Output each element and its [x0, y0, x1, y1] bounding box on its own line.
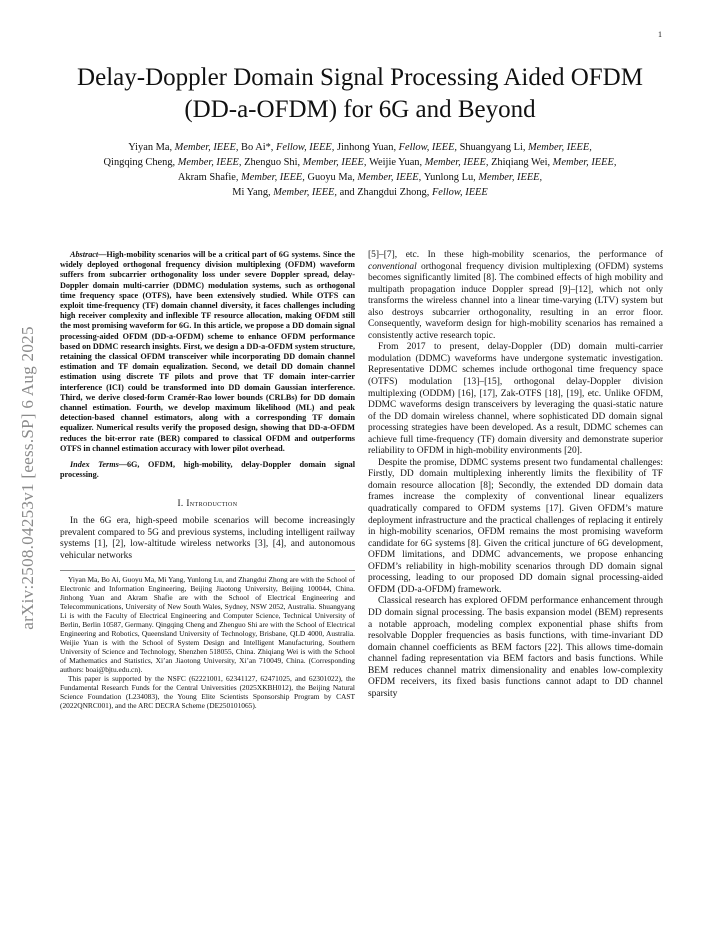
body-text: [5]–[7], etc. In these high-mobility scenarios, the performance of [368, 250, 663, 260]
abstract-lead: Abstract [70, 250, 99, 259]
body-paragraph-1 [368, 250, 663, 342]
arxiv-watermark [16, 258, 40, 698]
intro-paragraph: In the 6G era, high-speed mobile scenarios will become increasingly prevalent compared to 5G and previous systems, including intelligent railway systems [1], [2], low-altitude wireless networks [3], [4], and autonomous vehicular networks [60, 516, 355, 561]
author-affiliation: Member, IEEE, [552, 157, 617, 168]
paper-title: Delay-Doppler Domain Signal Processing Aided OFDM (DD-a-OFDM) for 6G and Beyond [77, 64, 643, 123]
author-affiliation: Member, IEEE, [357, 172, 424, 183]
author-affiliation: Member, IEEE, [177, 157, 245, 168]
author-name: Guoyu Ma, [307, 172, 358, 183]
author-name: and Zhangdui Zhong, [339, 187, 432, 198]
body-paragraph-3: Despite the promise, DDMC systems present two fundamental challenges: Firstly, DD domain multiplexing inherently limits the flexibility of TF domain resource allocation [8]; Secondly, the extended DD domain data frames increase the complexity of conventional linear equalizers quadratically compared to OFDM systems [17]. Given OFDM’s mature deployment infrastructure and the practical challenges of replacing it entirely in high-mobility scenarios, OFDM remains the most promising waveform candidate for 6G systems [8]. Given the critical juncture of 6G development, OFDM limitations, and DDMC advancements, we propose enhancing OFDM’s reliability in high-mobility scenarios through DD domain signal processing, leading to our proposed DD domain signal processing-aided OFDM (DD-a-OFDM) framework. [368, 457, 663, 595]
author-affiliation: Member, IEEE, [241, 172, 308, 183]
author-name: Shuangyang Li, [459, 142, 529, 153]
author-affiliation: Member, IEEE, [528, 142, 592, 153]
section-heading: I. Introduction [177, 498, 238, 509]
author-name: Yiyan Ma, [128, 142, 175, 153]
author-affiliation: Member, IEEE, [424, 157, 492, 168]
author-affiliation: Member, IEEE, [273, 187, 340, 198]
footnote-divider [60, 570, 355, 571]
body-paragraph-4: Classical research has explored OFDM performance enhancement through DD domain signal processing. The basis expansion model (BEM) represents a notable approach, modeling complex exponential phase shifts from resolvable Doppler frequencies as basis functions, with time-invariant DD domain channel coefficients as BEM factors [22]. This allows time-domain channel fading representation via BEM factors and basis functions. While BEM reduces channel matrix dimensionality and enables low-complexity OFDM receivers, its fixed basis functions cannot adapt to DD channel sparsity [368, 596, 663, 699]
author-affiliation: Fellow, IEEE, [398, 142, 460, 153]
page-number: 1 [658, 30, 662, 39]
author-name: Zhiqiang Wei, [491, 157, 553, 168]
author-name: Akram Shafie, [177, 172, 242, 183]
author-affiliation: Fellow, IEEE [431, 187, 488, 198]
right-column [368, 250, 663, 700]
body-text: orthogonal frequency division multiplexing (OFDM) systems becomes significantly limited [8]. The combined effects of high mobility and multipath propagation induce Doppler spread [9]–[12], which not only transforms the wireless channel into a linear time-varying (LTV) system but also destroys subcarrier orthogonality, resulting in an error floor. Consequently, waveform design for high-mobility scenarios has remained a consistently active research topic. [368, 261, 663, 341]
left-column [60, 250, 355, 710]
author-name: Mi Yang, [232, 187, 274, 198]
author-name: Zhenguo Shi, [244, 157, 303, 168]
author-affiliation: Member, IEEE, [302, 157, 370, 168]
emphasis-text: conventional [368, 261, 417, 272]
author-name: Yunlong Lu, [423, 172, 479, 183]
author-affiliation: Member, IEEE, [478, 172, 543, 183]
index-terms [60, 460, 355, 480]
index-terms-text: —6G, OFDM, high-mobility, delay-Doppler domain signal processing. [60, 460, 355, 480]
author-list [60, 140, 660, 200]
author-name: Bo Ai*, [241, 142, 276, 153]
author-name: Jinhong Yuan, [336, 142, 399, 153]
author-affiliation: Fellow, IEEE, [275, 142, 337, 153]
abstract [60, 250, 355, 454]
author-affiliation: Member, IEEE, [174, 142, 242, 153]
arxiv-id: arXiv:2508.04253v1 [eess.SP] 6 Aug 2025 [18, 326, 37, 630]
index-terms-lead: Index Terms [70, 460, 119, 470]
footnote-affiliations: Yiyan Ma, Bo Ai, Guoyu Ma, Mi Yang, Yunlong Lu, and Zhangdui Zhong are with the School of Electronic and Information Engineering, Beijing Jiaotong University, Beijing 100044, China. Jinhong Yuan and Akram Shafie are with the School of Electrical Engineering and Telecommunications, University of New South Wales, Sydney, NSW 2052, Australia. Shuangyang Li is with the Faculty of Electrical Engineering and Computer Science, Technical University of Berlin, Berlin 10587, Germany. Qingqing Cheng and Zhenguo Shi are with the School of Electrical Engineering and Robotics, Queensland University of Technology, Brisbane, QLD 4000, Australia. Weijie Yuan is with the School of System Design and Intelligent Manufacturing, Southern University of Science and Technology, Shenzhen 518055, China. Zhiqiang Wei is with the School of Mathematics and Statistics, Xi’an Jiaotong University, Xi’an 710049, China. (Corresponding authors: boai@bjtu.edu.cn). [60, 575, 355, 675]
author-name: Qingqing Cheng, [103, 157, 178, 168]
author-name: Weijie Yuan, [369, 157, 425, 168]
footnote-funding: This paper is supported by the NSFC (62221001, 62341127, 62471025, and 62301022), the Fundamental Research Funds for the Central Universities (2025XKBH012), the Beijing Natural Science Foundation (L234083), the Young Elite Scientists Sponsorship Program by CAST (2022QNRC001), and the ARC DECRA Scheme (DE250101065). [60, 674, 355, 711]
abstract-text: —High-mobility scenarios will be a critical part of 6G systems. Since the widely deployed orthogonal frequency division multiplexing (OFDM) waveform suffers from subcarrier orthogonality loss under severe Doppler spread, delay-Doppler domain multi-carrier (DDMC) modulation systems, such as orthogonal time frequency space (OTFS), have been extensively studied. While OTFS can exploit time-frequency (TF) domain channel diversity, it faces challenges including high receiver complexity and inflexible TF resource allocation, making OFDM still the most promising waveform for 6G. In this article, we propose a DD domain signal processing-aided OFDM (DD-a-OFDM) scheme to enhance OFDM performance based on DDMC research insights. First, we design a DD-a-OFDM system structure, retaining the classical OFDM transceiver while incorporating DD domain channel estimation and TF domain equalization. Second, we detail DD domain channel estimation using discrete TF pilots and prove that TF domain inter-carrier interference (ICI) could be transformed into DD domain Gaussian interference. Third, we derive closed-form Cramér-Rao lower bounds (CRLBs) for DD domain channel estimation. Fourth, we develop maximum likelihood (ML) and peak detection-based channel estimators, along with a corresponding TF domain equalizer. Numerical results verify the proposed design, showing that DD-a-OFDM reduces the bit-error rate (BER) compared to classical OFDM and outperforms OTFS in channel estimation accuracy with lower pilot overhead. [60, 250, 355, 453]
body-paragraph-2: From 2017 to present, delay-Doppler (DD) domain multi-carrier modulation (DDMC) waveforms have undergone systematic investigation. Representative DDMC schemes include orthogonal time frequency space (OTFS) modulation [13]–[15], orthogonal delay-Doppler division multiplexing (ODDM) [16], [17], Zak-OTFS [18], [19], etc. Unlike OFDM, DDMC waveforms design transceivers by leveraging the quasi-static nature of the DD domain wireless channel, where sophisticated DD domain signal processing strategies have been developed. As a result, DDMC schemes can achieve full time-frequency (TF) domain diversity and demonstrate superior reliability to OFDM in high-mobility environments [20]. [368, 342, 663, 457]
